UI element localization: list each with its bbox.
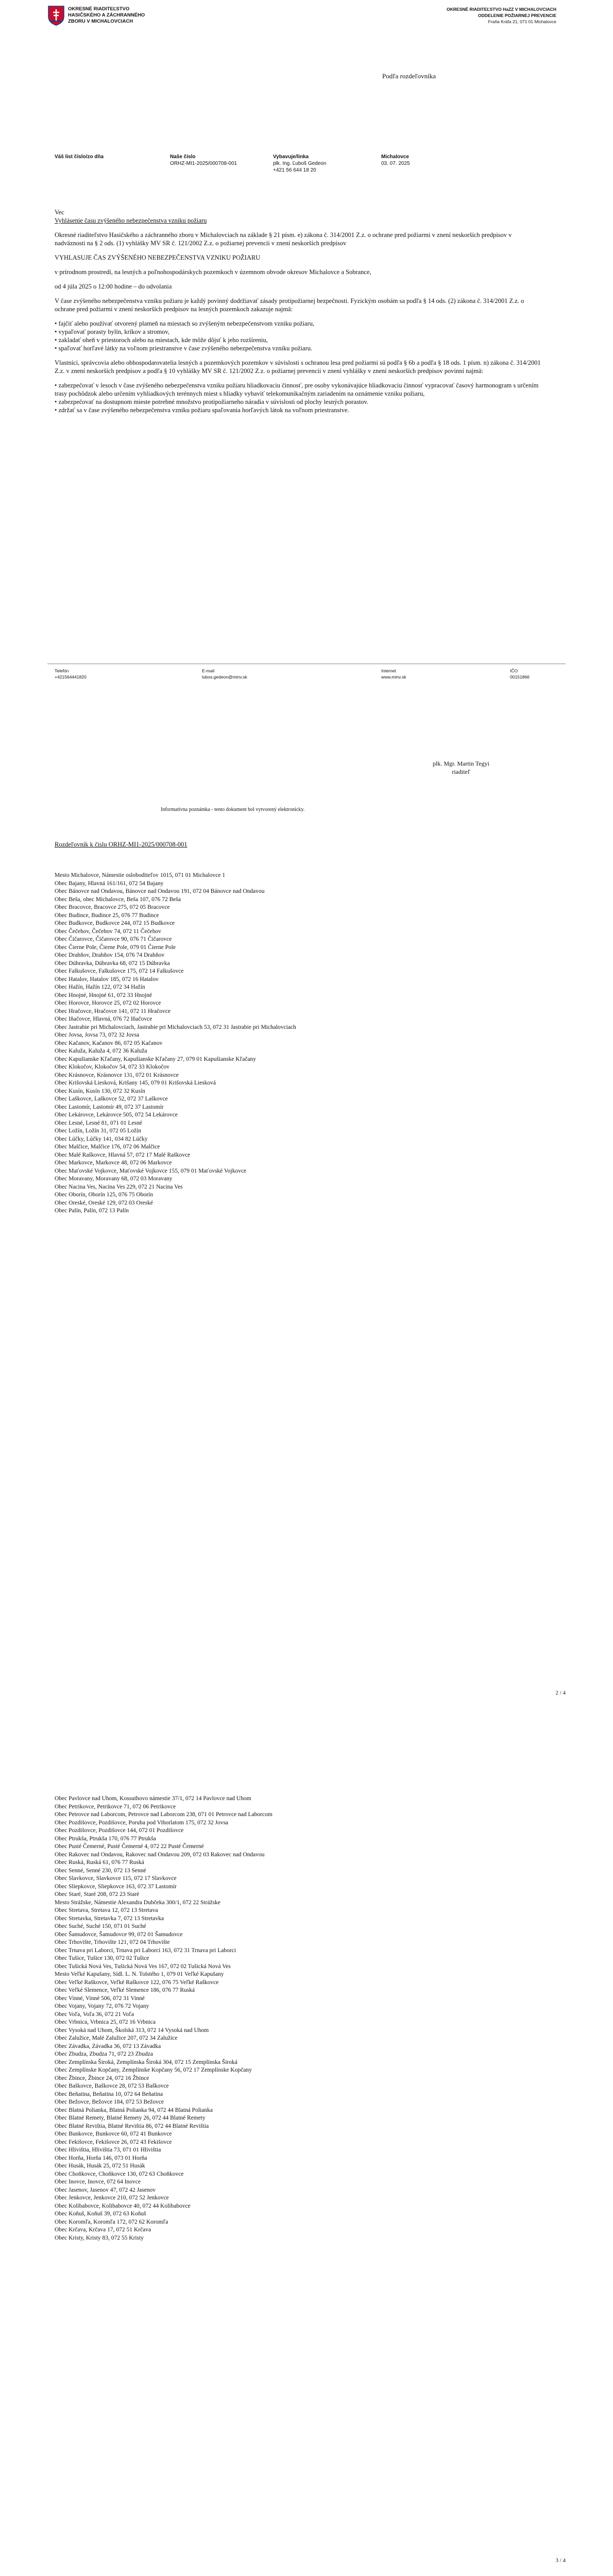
distribution-item: Obec Bánovce nad Ondavou, Bánovce nad Ondavou 191, 072 04 Bánovce nad Ondavou bbox=[55, 888, 265, 894]
meta-handler bbox=[273, 154, 326, 174]
distribution-item: Obec Tušice, Tušice 130, 072 02 Tušice bbox=[55, 1955, 149, 1961]
distribution-item: Obec Malé Raškovce, Hlavná 57, 072 17 Malé Raškovce bbox=[55, 1151, 191, 1158]
distribution-item: Obec Čičarovce, Čičarovce 90, 076 71 Čičarovce bbox=[55, 936, 172, 942]
distribution-item: Obec Sliepkovce, Sliepkovce 163, 072 37 Lastomír bbox=[55, 1883, 177, 1890]
distribution-item: Obec Bracovce, Bracovce 275, 072 05 Bracovce bbox=[55, 904, 170, 910]
footer-label-email: E-mail bbox=[202, 668, 215, 673]
distribution-item: Obec Ruská, Ruská 61, 076 77 Ruská bbox=[55, 1859, 144, 1866]
addressee: Podľa rozdeľovníka bbox=[382, 72, 436, 80]
distribution-item: Obec Krišovská Liesková, Krišany 145, 079 01 Krišovská Liesková bbox=[55, 1080, 216, 1086]
distribution-item: Obec Baškovce, Baškovce 28, 072 53 Baškovce bbox=[55, 2083, 169, 2089]
signature-name: plk. Mgr. Martin Tegyi bbox=[433, 760, 489, 767]
distribution-item: Obec Petrovce nad Laborcom, Petrovce nad Laborcom 238, 071 01 Petrovce nad Laborcom bbox=[55, 1811, 273, 1818]
bullet-item: • vypaľovať porasty bylín, kríkov a stromov, bbox=[55, 328, 169, 335]
distribution-item: Mesto Michalovce, Námestie osloboditeľov 1015, 071 01 Michalovce 1 bbox=[55, 872, 226, 878]
distribution-item: Obec Palín, Palín, 072 13 Palín bbox=[55, 1208, 129, 1214]
bullet-list-2 bbox=[55, 381, 543, 414]
page-2 bbox=[0, 868, 613, 1735]
header-right-address: Fraňa Kráľa 21, 071 01 Michalovce bbox=[488, 19, 556, 24]
distribution-item: Obec Vinné, Vinné 506, 072 31 Vinné bbox=[55, 1995, 145, 2002]
distribution-item: Obec Hnojné, Hnojné 61, 072 33 Hnojné bbox=[55, 992, 152, 998]
subject-label: Vec bbox=[55, 209, 64, 216]
bullet-item: • fajčiť alebo používať otvorený plameň na miestach so zvýšeným nebezpečenstvom vzniku požiaru, bbox=[55, 320, 315, 327]
meta-label-handler: Vybavuje/linka bbox=[273, 154, 309, 160]
footer-web-value[interactable]: www.minv.sk bbox=[381, 674, 406, 680]
distribution-item: Obec Zalužice, Malé Zalužice 207, 072 34 Zalužice bbox=[55, 2035, 178, 2041]
subject: Vyhlásenie času zvýšeného nebezpečenstva vzniku požiaru bbox=[55, 217, 207, 224]
distribution-item: Obec Zemplínske Kopčany, Zemplínske Kopčany 56, 072 17 Zemplínske Kopčany bbox=[55, 2067, 252, 2073]
distribution-item: Obec Slavkovce, Slavkovce 115, 072 17 Slavkovce bbox=[55, 1875, 177, 1882]
distribution-item: Obec Choňkovce, Choňkovce 130, 072 63 Choňkovce bbox=[55, 2171, 184, 2177]
page-3 bbox=[0, 1735, 613, 2576]
paragraph-4: V čase zvýšeného nebezpečenstva vzniku požiaru je každý povinný dodržiavať zásady protipožiarnej bezpečnosti. Fyzickým osobám sa podľa § 14 ods. (2) zákona č. 314/2001 Z.z. o ochrane pred požiarmi v znení neskorších predpisov na lesných pozemkoch zakazuje najmä: bbox=[55, 297, 524, 313]
distribution-item: Obec Kolibabovce, Kolibabovce 40, 072 44 Kolibabovce bbox=[55, 2202, 191, 2209]
meta-label-your-letter: Váš list číslo/zo dňa bbox=[55, 154, 104, 160]
bullet-item: • spaľovať horľavé látky na voľnom priestranstve v čase zvýšeného nebezpečenstva vzniku požiaru. bbox=[55, 345, 313, 352]
distribution-item: Obec Žbince, Žbince 24, 072 16 Žbince bbox=[55, 2075, 149, 2081]
distribution-item: Obec Koňuš, Koňuš 39, 072 63 Koňuš bbox=[55, 2211, 146, 2217]
meta-phone-value: +421 56 644 18 20 bbox=[273, 167, 316, 173]
distribution-item: Obec Veľké Raškovce, Veľké Raškovce 122, 076 75 Veľké Raškovce bbox=[55, 1979, 219, 1986]
footer-label-phone: Telefón bbox=[55, 668, 69, 673]
distribution-item: Obec Iňačovce, Hlavná, 076 72 Iňačovce bbox=[55, 1016, 152, 1022]
distribution-item: Obec Jovsa, Jovsa 73, 072 32 Jovsa bbox=[55, 1032, 140, 1038]
footer-phone-value: +421564441820 bbox=[55, 674, 87, 680]
distribution-item: Obec Pozdišovce, Pozdišovce 144, 072 01 Pozdišovce bbox=[55, 1827, 184, 1834]
distribution-item: Obec Závadka, Závadka 36, 072 13 Závadka bbox=[55, 2043, 161, 2049]
distribution-item: Obec Jenkovce, Jenkovce 210, 072 52 Jenkovce bbox=[55, 2195, 169, 2201]
distribution-item: Obec Kristy, Kristy 83, 072 55 Kristy bbox=[55, 2234, 144, 2241]
distribution-item: Obec Ložín, Ložín 31, 072 05 Ložín bbox=[55, 1128, 141, 1134]
distribution-title: Rozdeľovník k čislu ORHZ-MI1-2025/000708-001 bbox=[55, 841, 188, 848]
bullet-item: • zdržať sa v čase zvýšeného nebezpečenstva vzniku požiaru spaľovania horľavých látok na voľnom priestranstve. bbox=[55, 406, 349, 414]
paragraph-1: Okresné riaditeľstvo Hasičského a záchranného zboru v Michalovciach na základe § 21 písm. e) zákona č. 314/2001 Z.z. o ochrane pred požiarmi v znení neskorších predpisov v nadväznosti na § 2 ods. (1) vyhlášky MV SR č. 121/2002 Z.z. o požiarnej prevencii v znení neskorších predpisov bbox=[55, 231, 512, 247]
header-org-name: OKRESNÉ RIADITEĽSTVO HASIČSKÉHO A ZÁCHRANNÉHO ZBORU V MICHALOVCIACH bbox=[68, 6, 145, 24]
distribution-item: Obec Vysoká nad Uhom, Školská 313, 072 14 Vysoká nad Uhom bbox=[55, 2027, 209, 2033]
distribution-item: Obec Blatné Revištia, Blatné Revištia 86, 072 44 Blatné Revištia bbox=[55, 2123, 209, 2129]
distribution-item: Obec Zemplínska Široká, Zemplínska Široká 304, 072 15 Zemplínska Široká bbox=[55, 2059, 237, 2065]
meta-label-our-number: Naše číslo bbox=[170, 154, 196, 160]
paragraph-3: od 4 júla 2025 o 12:00 hodine – do odvolania bbox=[55, 283, 172, 290]
bullet-item: • zabezpečovať v lesoch v čase zvýšeného nebezpečenstva vzniku požiaru hliadkovaciu činnosť, pre osoby vykonávajúce hliadkovaciu činnosť vypracovať časový harmonogram s určením trasy pochôdzok alebo určením vyhliadkových terénnych miest s hliadky vybaviť telekomunikačným zariadením na oznámenie vzniku požiaru, bbox=[55, 382, 539, 397]
distribution-item: Obec Krčava, Krčava 17, 072 51 Krčava bbox=[55, 2227, 151, 2233]
distribution-item: Obec Hračovce, Hračovce 141, 072 11 Hračovce bbox=[55, 1008, 171, 1014]
footer-phone bbox=[55, 668, 87, 680]
distribution-list-part-2 bbox=[55, 1795, 415, 2242]
electronic-note: Informatívna poznámka - tento dokument bol vytvorený elektronicky. bbox=[161, 807, 305, 812]
heading-declares: VYHLASUJE ČAS ZVÝŠENÉHO NEBEZPEČENSTVA VZNIKU POŽIARU bbox=[55, 254, 261, 261]
paragraph-5: Vlastníci, správcovia alebo obhospodarovatelia lesných a pozemkových pozemkov v súvislosti s ochranou lesa pred požiarmi sú podľa § 6b a podľa § 18 ods. 1 písm. n) zákona č. 314/2001 Z.z. v znení neskorších predpisov a podľa § 10 vyhlášky MV SR č. 121/2002 Z.z. o požiarnej prevencii v znení vyhlášky v znení neskorších predpisov povinní najmä: bbox=[55, 359, 541, 375]
distribution-item: Obec Vrbnica, Vrbnica 25, 072 16 Vrbnica bbox=[55, 2019, 156, 2025]
distribution-item: Obec Inovce, Inovce, 072 64 Inovce bbox=[55, 2179, 141, 2185]
header-right bbox=[447, 6, 556, 25]
distribution-item: Obec Čierne Pole, Čierne Pole, 079 01 Čierne Pole bbox=[55, 944, 176, 951]
footer-email bbox=[202, 668, 247, 680]
distribution-item: Obec Horovce, Horovce 25, 072 02 Horovce bbox=[55, 1000, 161, 1006]
distribution-item: Obec Koromľa, Koromľa 172, 072 62 Koromľa bbox=[55, 2218, 168, 2225]
page-1 bbox=[0, 0, 613, 868]
distribution-item: Obec Lekárovce, Lekárovce 505, 072 54 Lekárovce bbox=[55, 1112, 178, 1118]
distribution-item: Obec Drahňov, Drahňov 154, 076 74 Drahňov bbox=[55, 952, 165, 958]
distribution-item: Obec Pusté Čemerné, Pusté Čemerné 4, 072 22 Pusté Čemerné bbox=[55, 1843, 204, 1850]
distribution-item: Obec Ptrukša, Ptrukša 170, 076 77 Ptrukša bbox=[55, 1835, 156, 1842]
distribution-item: Obec Veľké Slemence, Veľké Slemence 186, 076 77 Ruská bbox=[55, 1987, 195, 1993]
meta-date-value: 03. 07. 2025 bbox=[381, 161, 410, 166]
distribution-item: Obec Markovce, Markovce 48, 072 06 Markovce bbox=[55, 1160, 172, 1166]
distribution-item: Obec Budkovce, Budkovce 244, 072 15 Budkovce bbox=[55, 920, 175, 926]
distribution-item: Obec Oreské, Oreské 129, 072 03 Oreské bbox=[55, 1199, 153, 1206]
footer-web bbox=[381, 668, 406, 680]
distribution-item: Obec Stretavka, Stretavka 7, 072 13 Stretavka bbox=[55, 1915, 164, 1922]
footer-ico bbox=[510, 668, 530, 680]
distribution-item: Obec Oborín, Oborín 125, 076 75 Oborín bbox=[55, 1192, 154, 1198]
distribution-item: Obec Blatná Polianka, Blatná Polianka 94, 072 44 Blatná Polianka bbox=[55, 2107, 213, 2113]
distribution-item: Obec Trhovište, Trhovište 121, 072 04 Trhovište bbox=[55, 1939, 170, 1945]
distribution-item: Obec Hažín, Hažín 122, 072 34 Hažín bbox=[55, 984, 145, 990]
meta-your-letter bbox=[55, 154, 104, 160]
page-number: 2 / 4 bbox=[555, 1690, 566, 1696]
meta-date bbox=[381, 154, 410, 167]
distribution-item: Obec Kusín, Kusín 130, 072 32 Kusín bbox=[55, 1088, 145, 1094]
distribution-item: Obec Krásnovce, Krásnovce 131, 072 01 Krásnovce bbox=[55, 1072, 179, 1078]
footer-label-ico: IČO bbox=[510, 668, 518, 673]
bullet-item: • zakladať oheň v priestoroch alebo na miestach, kde môže dôjsť k jeho rozšíreniu, bbox=[55, 336, 268, 344]
bullet-list-1 bbox=[55, 319, 543, 352]
distribution-item: Obec Klokočov, Klokočov 54, 072 33 Klokočov bbox=[55, 1064, 169, 1070]
footer-email-value[interactable]: lubos.gedeon@minv.sk bbox=[202, 674, 247, 680]
distribution-item: Obec Voľa, Voľa 36, 072 21 Voľa bbox=[55, 2011, 134, 2018]
distribution-item: Obec Rakovec nad Ondavou, Rakovec nad Ondavou 209, 072 03 Rakovec nad Ondavou bbox=[55, 1851, 265, 1858]
distribution-item: Obec Hlivištia, Hlivištia 73, 071 01 Hlivištia bbox=[55, 2147, 161, 2153]
header-right-org: OKRESNÉ RIADITEĽSTVO HaZZ V MICHALOVCIACH bbox=[447, 7, 556, 12]
signature-role: riaditeľ bbox=[452, 768, 470, 775]
distribution-item: Obec Tušická Nová Ves, Tušická Nová Ves 167, 072 02 Tušická Nová Ves bbox=[55, 1963, 231, 1970]
distribution-item: Obec Petrikovce, Petrikovce 71, 072 06 Petrikovce bbox=[55, 1803, 176, 1810]
distribution-item: Obec Čečehov, Čečehov 74, 072 11 Čečehov bbox=[55, 928, 162, 935]
meta-our-number bbox=[170, 154, 237, 167]
distribution-item: Obec Šamudovce, Šamudovce 99, 072 01 Šamudovce bbox=[55, 1931, 183, 1938]
distribution-item: Obec Vojany, Vojany 72, 076 72 Vojany bbox=[55, 2003, 149, 2009]
distribution-item: Obec Suché, Suché 150, 071 01 Suché bbox=[55, 1923, 146, 1929]
distribution-item: Obec Budince, Budince 25, 076 77 Budince bbox=[55, 912, 159, 919]
distribution-item: Obec Trnava pri Laborci, Trnava pri Laborci 163, 072 31 Trnava pri Laborci bbox=[55, 1947, 236, 1954]
distribution-item: Obec Staré, Staré 208, 072 23 Staré bbox=[55, 1891, 140, 1897]
distribution-item: Obec Falkušovce, Falkušovce 175, 072 14 Falkušovce bbox=[55, 968, 184, 974]
distribution-item: Obec Malčice, Malčice 176, 072 06 Malčice bbox=[55, 1144, 160, 1150]
distribution-item: Obec Kačanov, Kačanov 86, 072 05 Kačanov bbox=[55, 1040, 163, 1046]
coat-of-arms-logo bbox=[47, 5, 65, 26]
distribution-list-part-1 bbox=[55, 872, 415, 1215]
distribution-item: Mesto Veľké Kapušany, Sídl. L. N. Tolstého 1, 079 01 Veľké Kapušany bbox=[55, 1971, 224, 1977]
distribution-item: Obec Stretava, Stretava 12, 072 13 Stretava bbox=[55, 1907, 158, 1913]
distribution-item: Obec Bajany, Hlavná 161/161, 072 54 Bajany bbox=[55, 880, 164, 887]
distribution-item: Obec Pavlovce nad Uhom, Kossuthovo námestie 37/1, 072 14 Pavlovce nad Uhom bbox=[55, 1795, 251, 1802]
distribution-item: Obec Beša, obec Michalovce, Beša 107, 076 72 Beša bbox=[55, 896, 181, 903]
distribution-item: Obec Lúčky, Lúčky 141, 034 82 Lúčky bbox=[55, 1136, 148, 1142]
distribution-item: Obec Lesné, Lesné 81, 071 01 Lesné bbox=[55, 1120, 142, 1126]
distribution-item: Obec Bežovce, Bežovce 184, 072 53 Bežovce bbox=[55, 2099, 164, 2105]
distribution-item: Obec Horňa, Horňa 146, 073 01 Horňa bbox=[55, 2155, 147, 2161]
distribution-item: Obec Jasenov, Jasenov 47, 072 42 Jasenov bbox=[55, 2187, 156, 2193]
distribution-item: Mesto Strážske, Námestie Alexandra Dubčeka 300/1, 072 22 Strážske bbox=[55, 1899, 220, 1906]
footer-ico-value: 00151866 bbox=[510, 674, 530, 680]
meta-our-number-value: ORHZ-MI1-2025/000708-001 bbox=[170, 161, 237, 166]
bullet-item: • zabezpečovať na dostupnom mieste potrebné množstvo protipožiarneho náradia v súvislosti od plochy lesných porastov. bbox=[55, 398, 369, 405]
distribution-item: Obec Pozdišovce, Pozdišovce, Poruba pod Vihorlatom 175, 072 32 Jovsa bbox=[55, 1819, 229, 1826]
distribution-item: Obec Husák, Husák 25, 072 51 Husák bbox=[55, 2163, 145, 2169]
distribution-item: Obec Zbudza, Zbudza 71, 072 23 Zbudza bbox=[55, 2051, 153, 2057]
distribution-item: Obec Jastrabie pri Michalovciach, Jastrabie pri Michalovciach 53, 072 31 Jastrabie pri Michalovciach bbox=[55, 1024, 296, 1030]
distribution-item: Obec Fekišovce, Fekišovce 26, 072 43 Fekišovce bbox=[55, 2139, 172, 2145]
distribution-item: Obec Bunkovce, Bunkovce 60, 072 41 Bunkovce bbox=[55, 2131, 172, 2137]
page-number: 3 / 4 bbox=[555, 2557, 566, 2564]
meta-label-place: Michalovce bbox=[381, 154, 409, 160]
distribution-item: Obec Beňatina, Beňatina 10, 072 64 Beňatina bbox=[55, 2091, 163, 2097]
distribution-item: Obec Moravany, Moravany 68, 072 03 Moravany bbox=[55, 1176, 173, 1182]
meta-handler-value: plk. Ing. Ľuboš Gedeon bbox=[273, 161, 327, 166]
signature bbox=[433, 759, 489, 776]
distribution-item: Obec Dúbravka, Dúbravka 68, 072 15 Dúbravka bbox=[55, 960, 170, 967]
distribution-item: Obec Kapušianske Kľačany, Kapušianske Kľačany 27, 079 01 Kapušianske Kľačany bbox=[55, 1056, 257, 1062]
distribution-item: Obec Nacina Ves, Nacina Ves 229, 072 21 Nacina Ves bbox=[55, 1183, 183, 1190]
distribution-item: Obec Lastomír, Lastomír 49, 072 37 Lastomír bbox=[55, 1104, 164, 1110]
distribution-item: Obec Laškovce, Laškovce 52, 072 37 Laškovce bbox=[55, 1096, 168, 1102]
footer-label-web: Internet bbox=[381, 668, 396, 673]
letter-body bbox=[55, 208, 543, 414]
distribution-item: Obec Kaluža, Kaluža 4, 072 36 Kaluža bbox=[55, 1048, 147, 1054]
distribution-item: Obec Blatné Remety, Blatné Remety 26, 072 44 Blatné Remety bbox=[55, 2115, 206, 2121]
paragraph-2: v prírodnom prostredí, na lesných a poľnohospodárskych pozemkoch v územnom obvode okresov Michalovce a Sobrance, bbox=[55, 268, 371, 276]
header-right-dept: ODDELENIE POŽIARNEJ PREVENCIE bbox=[478, 13, 556, 18]
distribution-item: Obec Senné, Senné 230, 072 13 Senné bbox=[55, 1867, 146, 1874]
distribution-item: Obec Hatalov, Hatalov 185, 072 16 Hatalov bbox=[55, 976, 159, 982]
distribution-item: Obec Maťovské Vojkovce, Maťovské Vojkovce 155, 079 01 Maťovské Vojkovce bbox=[55, 1167, 247, 1174]
